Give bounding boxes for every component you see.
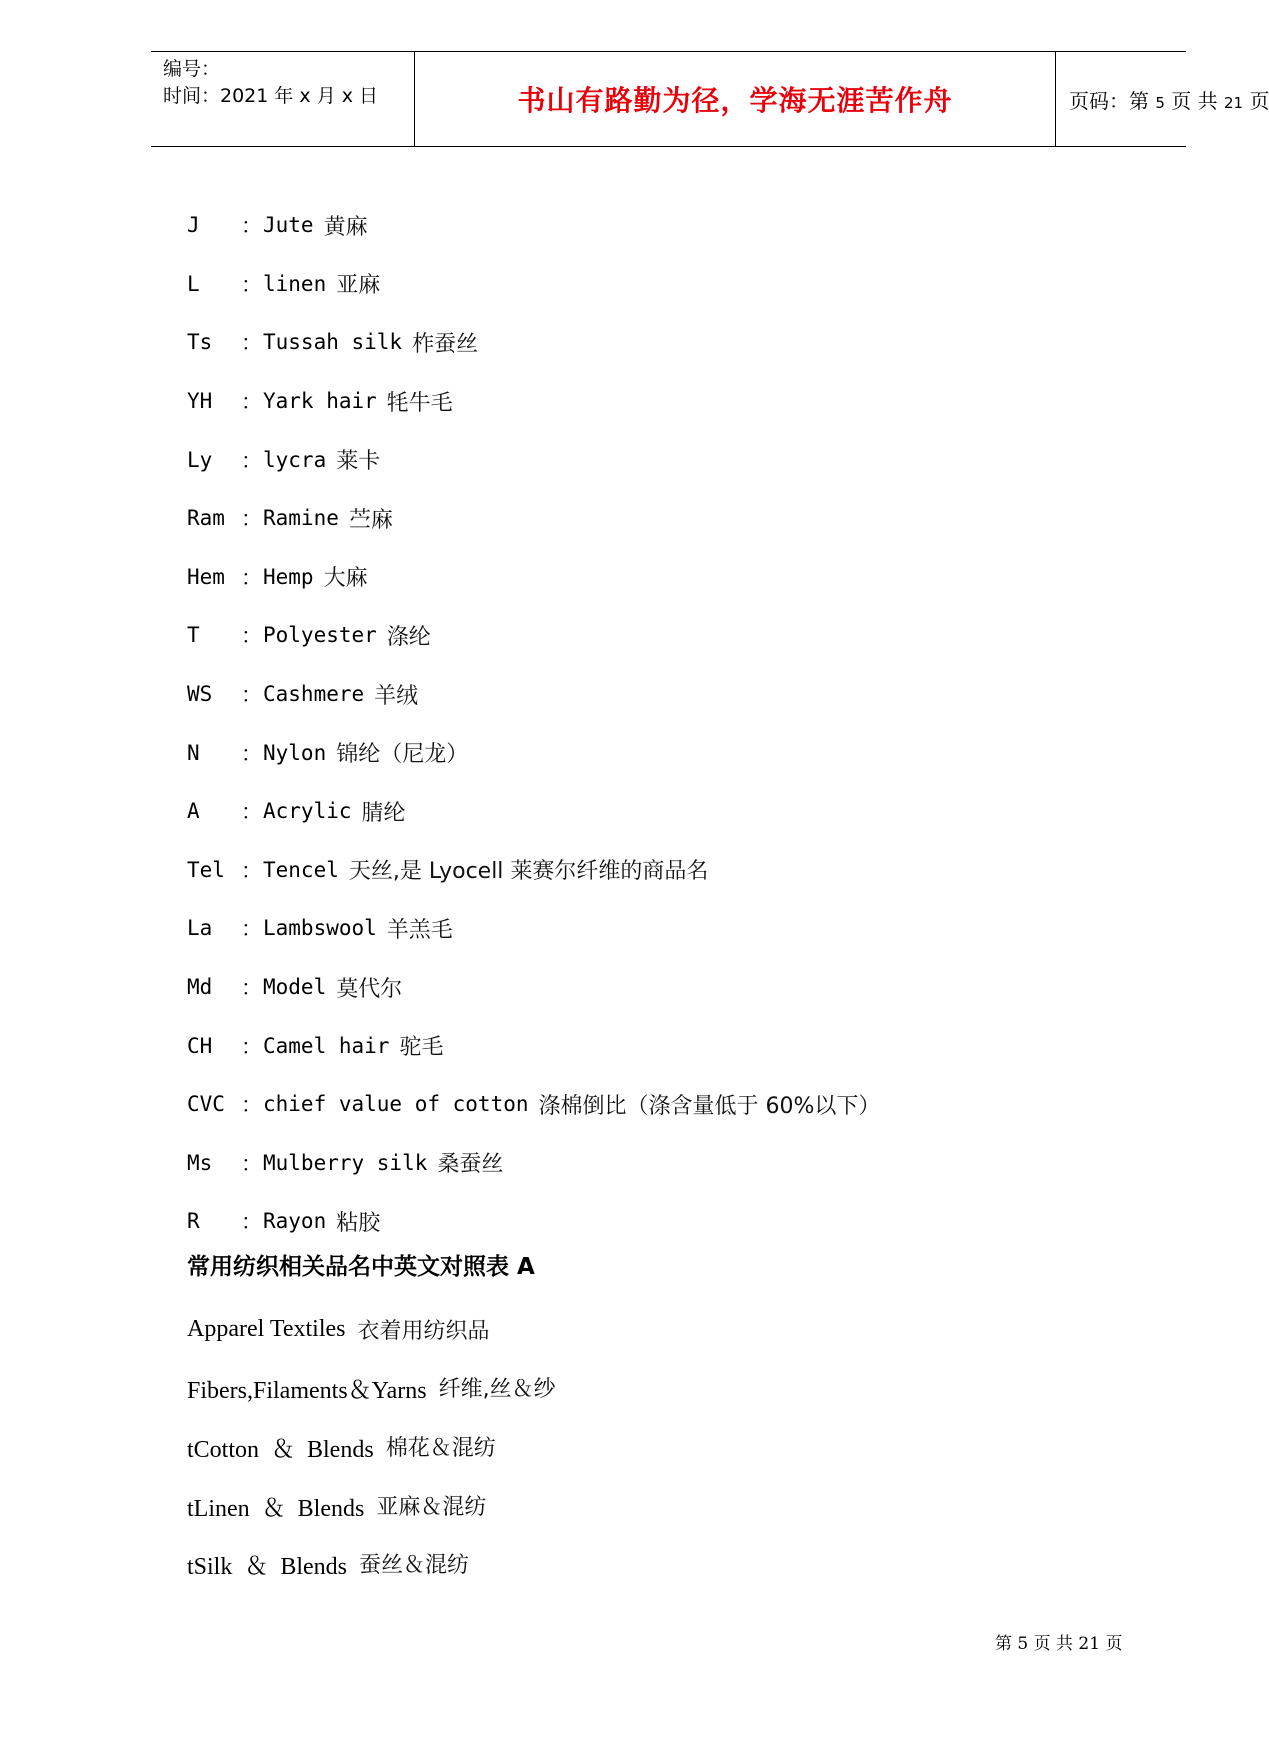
abbreviation-row [187,606,880,665]
abbreviation-code: Md [187,975,213,1000]
abbreviation-chinese: 牦牛毛 [386,390,453,416]
abbreviation-english: Ramine [263,506,339,531]
abbreviation-row [187,548,880,607]
abbreviation-english: Tussah silk [263,330,403,355]
abbreviation-chinese: 涤纶 [386,624,431,650]
section-title: 常用纺织相关品名中英文对照表 A [187,1254,535,1280]
abbreviation-colon: ： [241,624,262,649]
abbreviation-row [187,1075,880,1134]
header-page-number: 5 [1155,93,1165,112]
abbreviation-row [187,958,880,1017]
header-motto-cell [415,52,1056,146]
textile-term-english: tLinen ＆ Blends [187,1495,365,1522]
textile-term-row [187,1476,556,1535]
abbreviation-chinese: 羊绒 [374,683,419,709]
abbreviation-chinese: 桑蚕丝 [437,1152,504,1178]
abbreviation-english: Lambswool [263,916,377,941]
abbreviation-row [187,1134,880,1193]
abbreviation-row [187,1016,880,1075]
textile-term-chinese: 亚麻＆混纺 [376,1494,487,1520]
abbreviation-colon: ： [241,1210,262,1235]
abbreviation-english: Hemp [263,564,314,589]
abbreviation-english: Cashmere [263,682,365,707]
abbreviation-code: R [187,1209,200,1234]
header-page-cell [1057,52,1269,146]
abbreviation-row [187,196,880,255]
abbreviation-colon: ： [241,858,262,883]
abbreviation-row [187,255,880,314]
abbreviation-english: Yark hair [263,389,377,414]
document-time-label: 时间：2021 年 x 月 x 日 [163,85,379,107]
abbreviation-english: Nylon [263,740,327,765]
textile-term-english: Fibers,Filaments＆Yarns [187,1378,427,1405]
abbreviation-code: A [187,799,200,824]
abbreviation-code: L [187,271,200,296]
abbreviation-code: T [187,623,200,648]
textile-term-chinese: 纤维,丝＆纱 [438,1377,556,1403]
abbreviation-code: Tel [187,857,225,882]
abbreviation-row [187,899,880,958]
abbreviation-code: Ram [187,506,225,531]
abbreviation-colon: ： [241,1034,262,1059]
abbreviation-chinese: 黄麻 [323,214,368,240]
abbreviation-colon: ： [241,683,262,708]
abbreviation-english: lycra [263,447,327,472]
abbreviation-row [187,723,880,782]
textile-term-english: tCotton ＆ Blends [187,1436,374,1463]
abbreviation-code: N [187,740,200,765]
textile-term-row [187,1359,556,1418]
abbreviation-english: Model [263,975,327,1000]
abbreviation-colon: ： [241,390,262,415]
textile-term-english: Apparel Textiles [187,1315,346,1342]
abbreviation-chinese: 天丝,是 Lyocell 莱赛尔纤维的商品名 [348,859,709,885]
abbreviation-colon: ： [241,917,262,942]
abbreviation-english: Camel hair [263,1033,390,1058]
abbreviation-row [187,372,880,431]
abbreviation-code: J [187,213,200,238]
textile-term-chinese: 衣着用纺织品 [357,1318,490,1344]
abbreviation-code: Ms [187,1150,213,1175]
abbreviation-colon: ： [241,1093,262,1118]
abbreviation-row [187,665,880,724]
abbreviation-code: CH [187,1033,213,1058]
abbreviation-row [187,430,880,489]
abbreviation-colon: ： [241,1151,262,1176]
document-number-label: 编号： [163,58,221,80]
abbreviation-chinese: 柞蚕丝 [412,331,479,357]
abbreviation-english: Acrylic [263,799,352,824]
page-header [151,51,1269,147]
header-page-end: 页 [1249,88,1269,113]
abbreviation-colon: ： [241,331,262,356]
abbreviation-colon: ： [241,507,262,532]
textile-term-row [187,1300,556,1359]
textile-term-row [187,1417,556,1476]
header-page-indicator [1069,85,1269,114]
abbreviation-english: Polyester [263,623,377,648]
abbreviation-colon: ： [241,448,262,473]
abbreviation-chinese: 涤棉倒比（涤含量低于 60%以下） [538,1093,881,1119]
abbreviation-code: Ly [187,447,213,472]
abbreviation-row [187,841,880,900]
header-motto: 书山有路勤为径，学海无涯苦作舟 [517,84,953,117]
abbreviation-colon: ： [241,272,262,297]
abbreviation-chinese: 羊羔毛 [386,917,453,943]
abbreviation-chinese: 粘胶 [336,1210,381,1236]
abbreviation-chinese: 腈纶 [361,800,406,826]
abbreviation-row [187,782,880,841]
abbreviation-code: Ts [187,330,213,355]
header-page-mid: 页 共 [1171,88,1218,113]
abbreviation-english: chief value of cotton [263,1092,529,1117]
abbreviation-english: linen [263,271,327,296]
fiber-abbreviation-list [187,196,880,1251]
textile-term-row [187,1534,556,1593]
header-page-total: 21 [1223,93,1244,112]
abbreviation-chinese: 驼毛 [399,1035,444,1061]
abbreviation-colon: ： [241,800,262,825]
abbreviation-colon: ： [241,565,262,590]
abbreviation-chinese: 苎麻 [348,507,393,533]
abbreviation-chinese: 莫代尔 [336,976,403,1002]
abbreviation-chinese: 锦纶（尼龙） [336,742,469,768]
textile-term-english: tSilk ＆ Blends [187,1554,348,1581]
page-footer: 第 5 页 共 21 页 [995,1634,1123,1654]
abbreviation-english: Jute [263,213,314,238]
abbreviation-row [187,313,880,372]
abbreviation-row [187,489,880,548]
abbreviation-english: Tencel [263,857,339,882]
abbreviation-code: WS [187,682,213,707]
abbreviation-chinese: 莱卡 [336,449,381,475]
textile-term-chinese: 蚕丝＆混纺 [359,1553,470,1579]
header-page-label: 页码：第 [1069,88,1149,113]
abbreviation-colon: ： [241,214,262,239]
textile-term-chinese: 棉花＆混纺 [385,1435,496,1461]
abbreviation-chinese: 亚麻 [336,273,381,299]
abbreviation-code: Hem [187,564,225,589]
abbreviation-chinese: 大麻 [323,566,368,592]
abbreviation-colon: ： [241,976,262,1001]
abbreviation-code: La [187,916,213,941]
header-info-cell [151,52,415,146]
textile-term-list [187,1300,556,1593]
abbreviation-colon: ： [241,741,262,766]
abbreviation-code: YH [187,389,213,414]
abbreviation-row [187,1192,880,1251]
abbreviation-english: Mulberry silk [263,1150,428,1175]
abbreviation-code: CVC [187,1092,225,1117]
abbreviation-english: Rayon [263,1209,327,1234]
